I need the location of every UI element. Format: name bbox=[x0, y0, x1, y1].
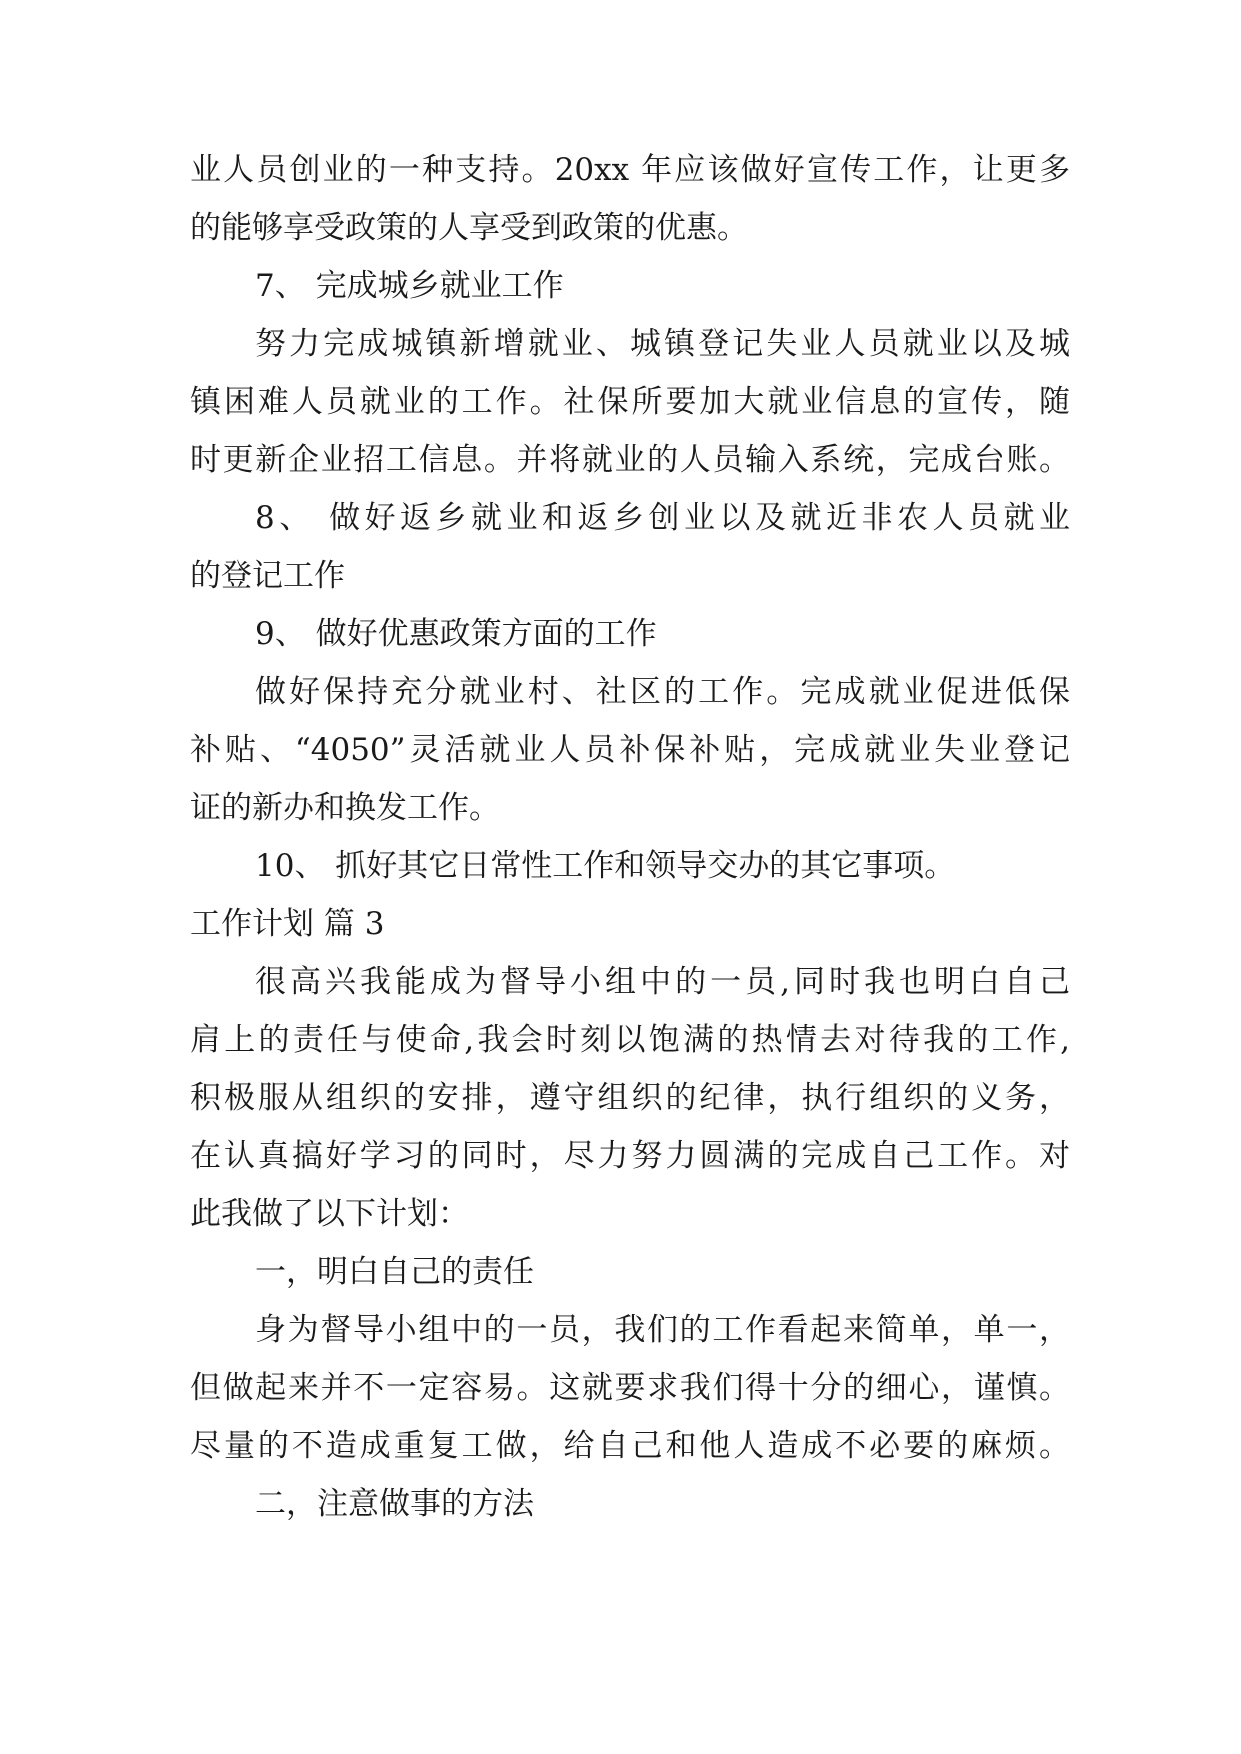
section-heading: 7、 完成城乡就业工作 bbox=[255, 268, 564, 304]
paragraph-line: 积极服从组织的安排，遵守组织的纪律，执行组织的义务， bbox=[190, 1080, 1070, 1116]
paragraph-line: 补贴、“4050”灵活就业人员补保补贴，完成就业失业登记 bbox=[190, 732, 1070, 768]
paragraph-line: 此我做了以下计划： bbox=[190, 1196, 469, 1232]
section-heading: 一，明白自己的责任 bbox=[255, 1254, 534, 1290]
section-heading: 10、 抓好其它日常性工作和领导交办的其它事项。 bbox=[255, 848, 956, 884]
section-heading: 的登记工作 bbox=[190, 558, 345, 594]
paragraph-line: 肩上的责任与使命,我会时刻以饱满的热情去对待我的工作, bbox=[190, 1022, 1070, 1058]
paragraph-line: 做好保持充分就业村、社区的工作。完成就业促进低保 bbox=[255, 674, 1070, 710]
paragraph-line: 时更新企业招工信息。并将就业的人员输入系统，完成台账。 bbox=[190, 442, 1070, 478]
part-title: 工作计划 篇 3 bbox=[190, 906, 385, 942]
paragraph-line: 身为督导小组中的一员，我们的工作看起来简单，单一， bbox=[255, 1312, 1070, 1348]
paragraph-line: 镇困难人员就业的工作。社保所要加大就业信息的宣传，随 bbox=[190, 384, 1070, 420]
paragraph-line: 业人员创业的一种支持。20xx 年应该做好宣传工作，让更多 bbox=[190, 152, 1070, 188]
paragraph-line: 很高兴我能成为督导小组中的一员,同时我也明白自己 bbox=[255, 964, 1070, 1000]
paragraph-line: 但做起来并不一定容易。这就要求我们得十分的细心，谨慎。 bbox=[190, 1370, 1070, 1406]
paragraph-line: 尽量的不造成重复工做，给自己和他人造成不必要的麻烦。 bbox=[190, 1428, 1070, 1464]
section-heading: 二，注意做事的方法 bbox=[255, 1486, 534, 1522]
section-heading: 9、 做好优惠政策方面的工作 bbox=[255, 616, 657, 652]
paragraph-line: 证的新办和换发工作。 bbox=[190, 790, 500, 826]
paragraph-line: 努力完成城镇新增就业、城镇登记失业人员就业以及城 bbox=[255, 326, 1070, 362]
paragraph-line: 的能够享受政策的人享受到政策的优惠。 bbox=[190, 210, 748, 246]
section-heading: 8、 做好返乡就业和返乡创业以及就近非农人员就业 bbox=[255, 500, 1070, 536]
paragraph-line: 在认真搞好学习的同时，尽力努力圆满的完成自己工作。对 bbox=[190, 1138, 1070, 1174]
